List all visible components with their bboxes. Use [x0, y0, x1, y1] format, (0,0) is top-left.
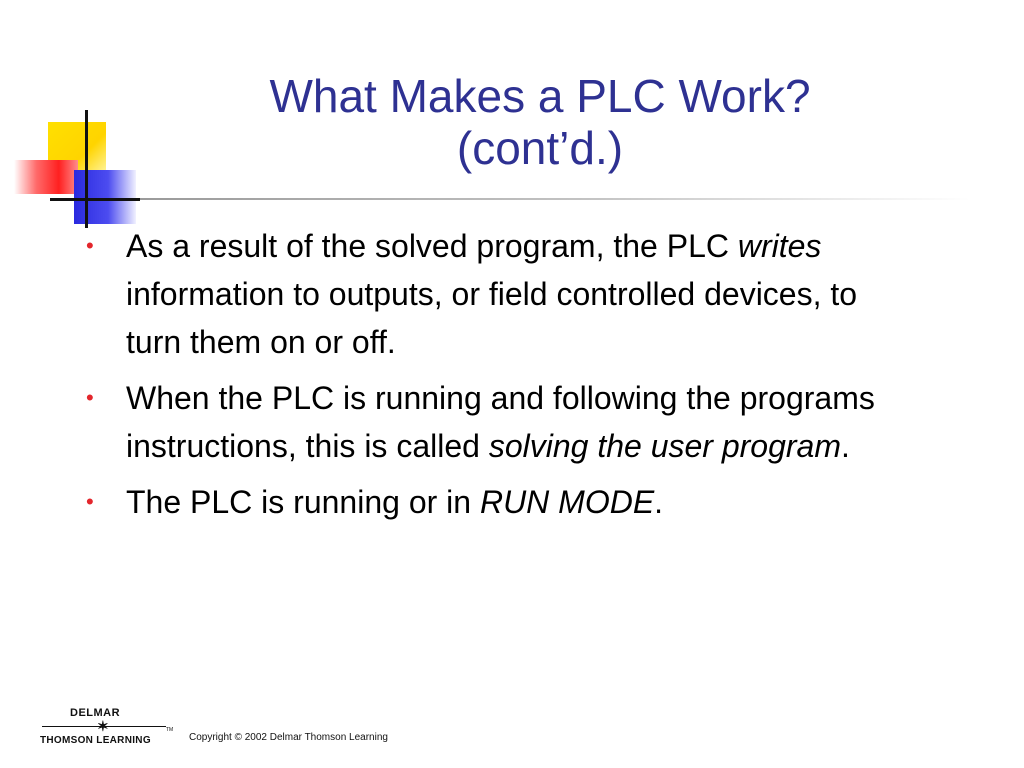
slide-title-line-1: What Makes a PLC Work? [269, 70, 811, 122]
bullet-text: The PLC is running or in [126, 484, 480, 520]
horizontal-line [50, 198, 140, 201]
slide-title-line-2: (cont’d.) [456, 122, 624, 174]
blue-square [74, 170, 136, 224]
delmar-thomson-logo [40, 707, 180, 751]
bullet-item [86, 374, 906, 470]
vertical-line [85, 110, 88, 228]
logo-text-top: DELMAR [70, 707, 121, 719]
bullet-text: . [654, 484, 664, 520]
copyright-text: Copyright © 2002 Delmar Thomson Learning [189, 732, 388, 743]
bullet-text: . [840, 428, 850, 464]
bullet-emphasis: writes [737, 228, 822, 264]
decorative-squares-icon [0, 0, 160, 240]
bullet-emphasis: solving the user program [488, 428, 841, 464]
bullet-text: When the PLC is running and following the programs instructions, this is called [126, 380, 875, 464]
trademark-mark: TM [166, 727, 174, 733]
bullet-text: As a result of the solved program, the PLC [126, 228, 738, 264]
bullet-emphasis: RUN MODE [479, 484, 655, 520]
bullet-icon: • [86, 489, 94, 514]
bullet-item [86, 222, 906, 366]
logo-text-bottom: THOMSON LEARNING [40, 735, 151, 746]
slide-title [170, 70, 910, 174]
bullet-list [86, 222, 906, 534]
star-icon: ✶ [97, 718, 109, 734]
red-square [14, 160, 78, 194]
title-divider [140, 198, 970, 200]
bullet-item [86, 478, 906, 526]
bullet-text: information to outputs, or field controlled devices, to turn them on or off. [126, 276, 858, 360]
bullet-icon: • [86, 385, 94, 410]
bullet-icon: • [86, 233, 94, 258]
